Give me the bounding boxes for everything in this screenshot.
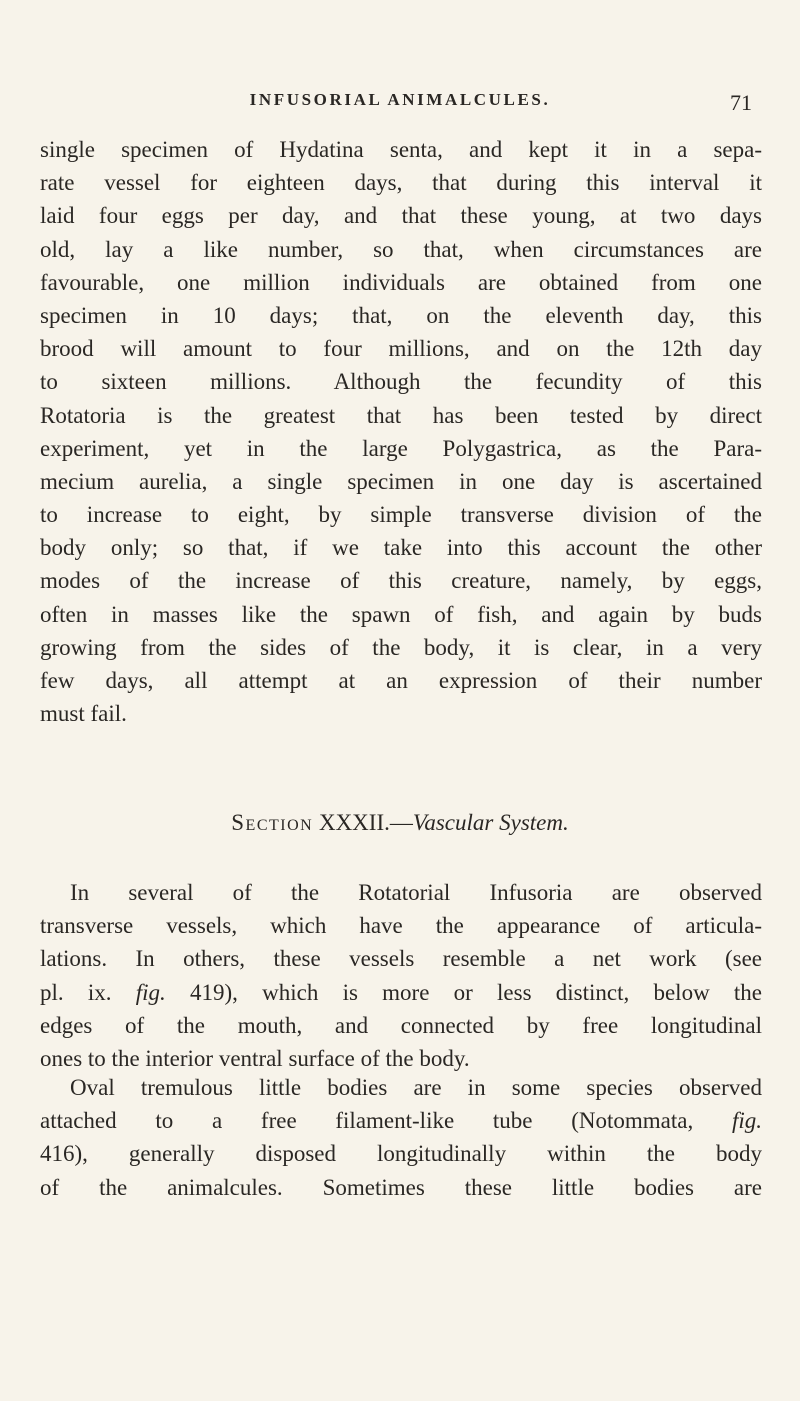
- text-line: 416), generally disposed longitudinally within the body: [40, 1141, 762, 1167]
- text-line: rate vessel for eighteen days, that during this interval it: [40, 170, 762, 196]
- text-fragment: 419), which is more or less distinct, below the: [165, 979, 763, 1005]
- text-line: often in masses like the spawn of fish, and again by buds: [40, 601, 762, 627]
- section-heading: [0, 806, 800, 839]
- running-head: [38, 90, 762, 118]
- text-fragment: attached to a free filament-like tube (Notommata,: [40, 1108, 732, 1134]
- text-line: mecium aurelia, a single specimen in one day is ascertained: [40, 468, 762, 494]
- section-label: Section: [231, 810, 314, 835]
- fig-reference: fig.: [731, 1108, 762, 1134]
- text-line: of the animalcules. Sometimes these little bodies are: [40, 1174, 762, 1200]
- text-line: ones to the interior ventral surface of the body.: [40, 1045, 470, 1071]
- text-line: favourable, one million individuals are obtained from one: [40, 269, 762, 295]
- text-line: to increase to eight, by simple transverse division of the: [40, 502, 762, 528]
- text-line: In several of the Rotatorial Infusoria are observed: [70, 880, 762, 905]
- text-line-with-fig: [40, 1104, 762, 1137]
- fig-reference: fig.: [135, 979, 166, 1005]
- section-number: XXXII.: [318, 810, 390, 835]
- paragraph-fecundity: [40, 133, 762, 730]
- text-line: body only; so that, if we take into this account the other: [40, 535, 762, 561]
- running-title: INFUSORIAL ANIMALCULES.: [249, 90, 551, 109]
- text-line: old, lay a like number, so that, when circumstances are: [40, 236, 762, 262]
- text-line: laid four eggs per day, and that these young, at two days: [40, 203, 762, 229]
- paragraph-tremulous-bodies: [40, 1071, 762, 1204]
- text-line: modes of the increase of this creature, namely, by eggs,: [40, 568, 762, 594]
- text-line: edges of the mouth, and connected by free longitudinal: [40, 1012, 762, 1038]
- text-line: must fail.: [40, 701, 127, 727]
- text-line: transverse vessels, which have the appearance of articula-: [40, 913, 762, 939]
- text-line: Oval tremulous little bodies are in some species observed: [70, 1075, 762, 1100]
- paragraph-vessels: [40, 876, 762, 1075]
- section-title: Vascular System.: [412, 810, 569, 835]
- text-line: Rotatoria is the greatest that has been tested by direct: [40, 402, 762, 428]
- text-line: few days, all attempt at an expression of their number: [40, 668, 762, 693]
- text-line: growing from the sides of the body, it is clear, in a very: [40, 634, 762, 660]
- text-fragment: pl. ix.: [40, 979, 136, 1005]
- text-line: brood will amount to four millions, and on the 12th day: [40, 336, 762, 362]
- text-line: single specimen of Hydatina senta, and kept it in a sepa-: [40, 137, 762, 162]
- text-line: experiment, yet in the large Polygastrica, as the Para-: [40, 435, 762, 461]
- text-line: to sixteen millions. Although the fecundity of this: [40, 369, 762, 395]
- page-number: 71: [730, 90, 752, 115]
- section-dash: —: [389, 810, 413, 835]
- text-line: lations. In others, these vessels resemble a net work (see: [40, 946, 762, 972]
- text-line: specimen in 10 days; that, on the eleventh day, this: [40, 302, 762, 328]
- text-line-with-fig: [40, 976, 762, 1009]
